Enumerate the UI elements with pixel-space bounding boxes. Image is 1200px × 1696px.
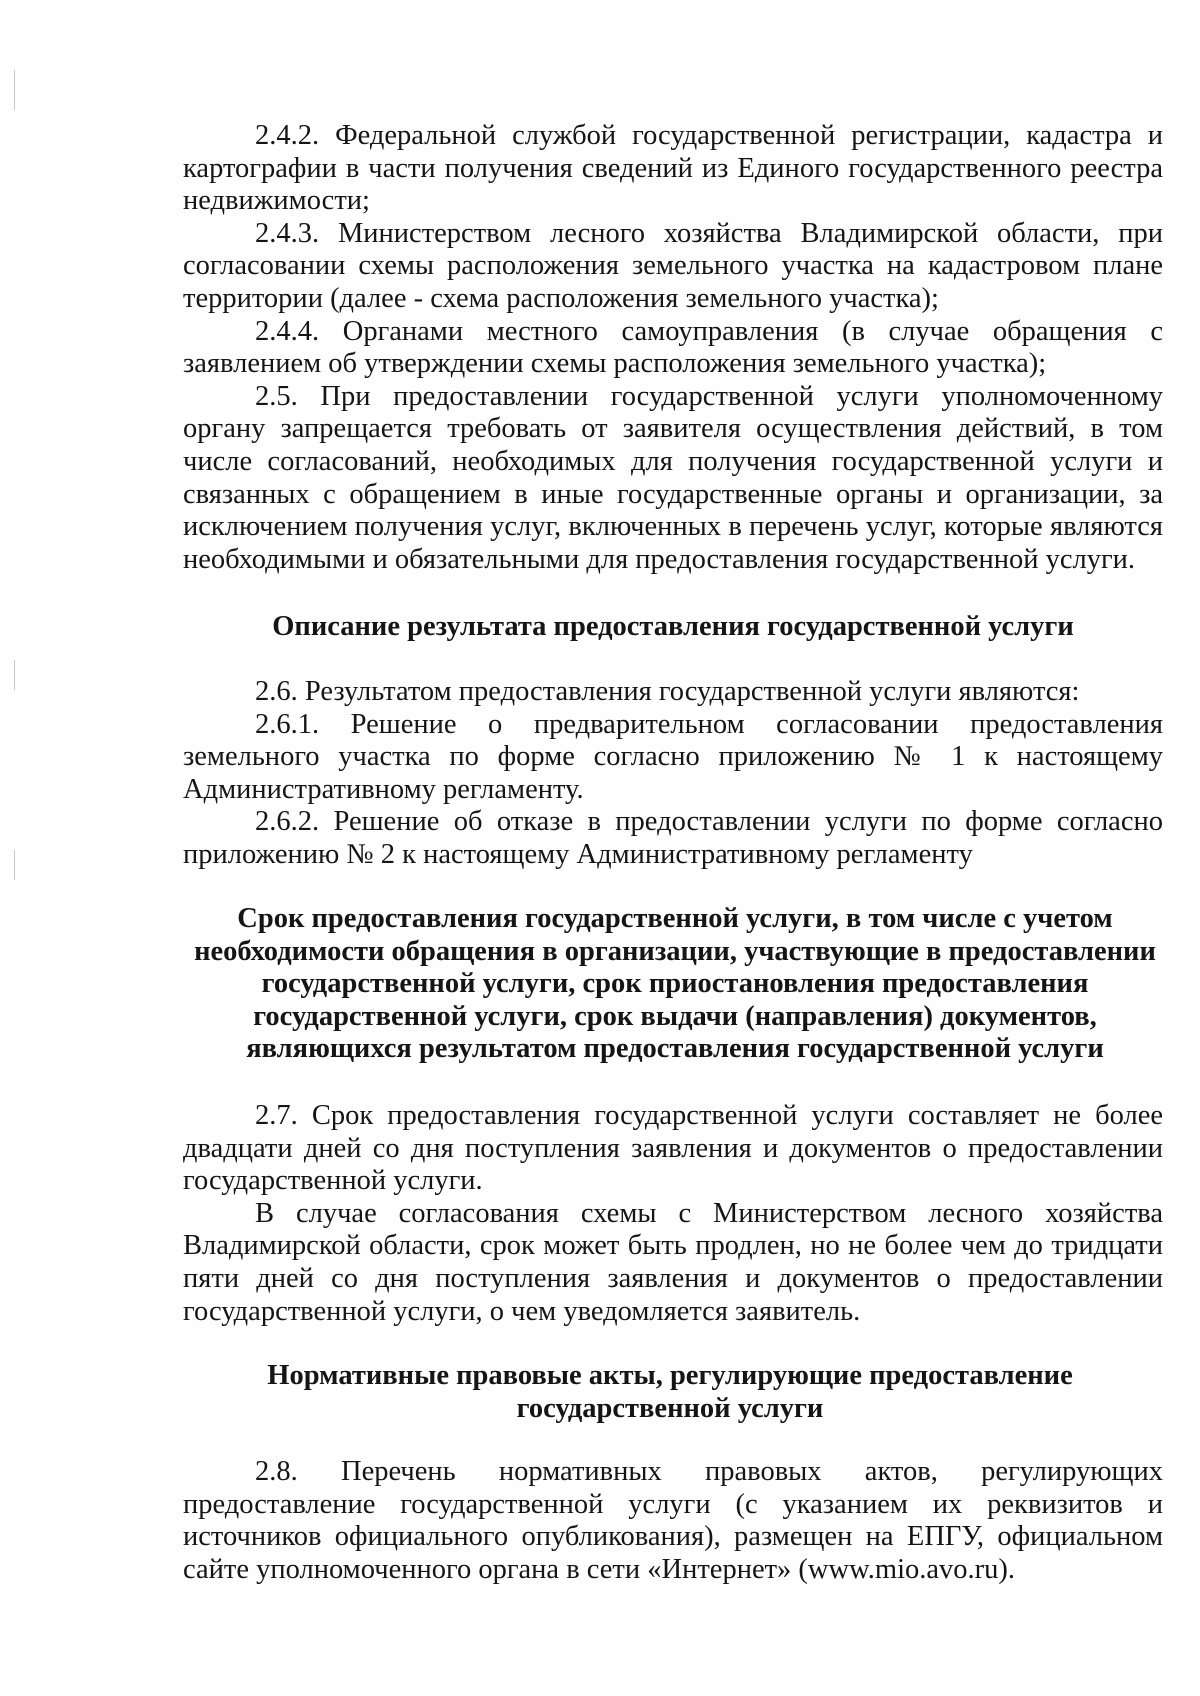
scan-edge-mark	[14, 660, 15, 690]
scan-edge-mark	[14, 850, 15, 880]
section-heading-term: Срок предоставления государственной услуги, в том числе с учетом необходимости обращения в организации, участвующие в предоставлении государственной услуги, срок приостановления предоставления государственной услуги, срок выдачи (направления) документов, являющихся результатом предоставления государственной услуги	[194, 903, 1156, 1065]
section-heading-acts-wrap	[250, 1360, 1090, 1425]
scan-edge-mark	[14, 70, 15, 110]
section-heading-term-wrap	[190, 903, 1160, 1066]
paragraph-2-4-3: 2.4.3. Министерством лесного хозяйства Владимирской области, при согласовании схемы расположения земельного участка на кадастровом плане территории (далее - схема расположения земельного участка);	[183, 217, 1163, 314]
text-section-3	[183, 1100, 1163, 1328]
paragraph-2-7: 2.7. Срок предоставления государственной услуги составляет не более двадцати дней со дня поступления заявления и документов о предоставлении государственной услуги.	[183, 1100, 1163, 1197]
paragraph-2-4-2: 2.4.2. Федеральной службой государственной регистрации, кадастра и картографии в части получения сведений из Единого государственного реестра недвижимости;	[183, 120, 1163, 217]
section-heading-result-wrap	[183, 611, 1163, 644]
paragraph-2-7-extension: В случае согласования схемы с Министерством лесного хозяйства Владимирской области, срок может быть продлен, но не более чем до тридцати пяти дней со дня поступления заявления и документов о предоставлении государственной услуги, о чем уведомляется заявитель.	[183, 1197, 1163, 1327]
paragraph-2-6: 2.6. Результатом предоставления государственной услуги являются:	[255, 676, 1080, 707]
section-heading-acts: Нормативные правовые акты, регулирующие предоставление государственной услуги	[267, 1360, 1073, 1424]
section-heading-result: Описание результата предоставления государственной услуги	[272, 611, 1074, 642]
text-section-4	[183, 1456, 1163, 1586]
paragraph-2-6-1: 2.6.1. Решение о предварительном согласовании предоставления земельного участка по форме согласно приложению № 1 к настоящему Административному регламенту.	[183, 708, 1163, 805]
paragraph-2-4-4: 2.4.4. Органами местного самоуправления (в случае обращения с заявлением об утверждении схемы расположения земельного участка);	[183, 315, 1163, 380]
paragraph-2-8: 2.8. Перечень нормативных правовых актов, регулирующих предоставление государственной услуги (с указанием их реквизитов и источников официального опубликования), размещен на ЕПГУ, официальном сайте уполномоченного органа в сети «Интернет» (www.mio.avo.ru).	[183, 1456, 1163, 1585]
text-section-1	[183, 120, 1163, 576]
text-section-2	[183, 676, 1163, 872]
paragraph-2-6-2: 2.6.2. Решение об отказе в предоставлении услуги по форме согласно приложению № 2 к настоящему Административному регламенту	[183, 806, 1163, 870]
paragraph-2-5: 2.5. При предоставлении государственной услуги уполномоченному органу запрещается требовать от заявителя осуществления действий, в том числе согласований, необходимых для получения государственной услуги и связанных с обращением в иные государственные органы и организации, за исключением получения услуг, включенных в перечень услуг, которые являются необходимыми и обязательными для предоставления государственной услуги.	[183, 380, 1163, 575]
